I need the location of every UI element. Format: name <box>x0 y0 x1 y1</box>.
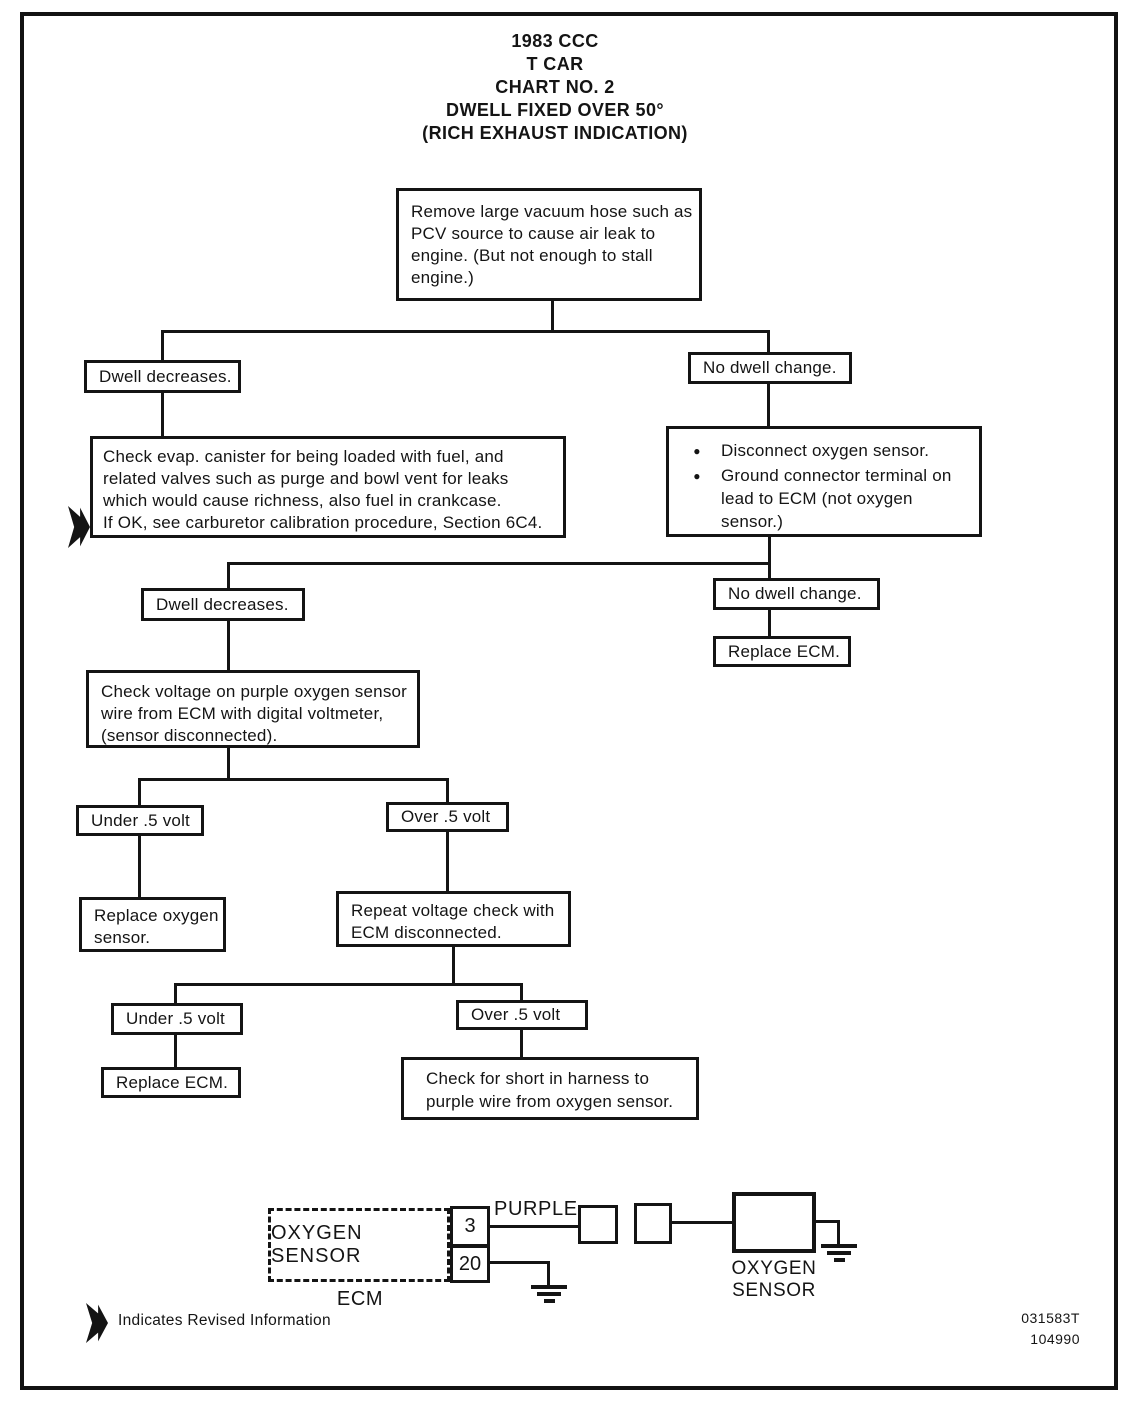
flow-text: Under .5 volt <box>126 1009 225 1028</box>
flow-text-line: Replace oxygen <box>94 906 219 925</box>
flow-box-over-half-volt-2 <box>456 1000 588 1030</box>
flow-text: Over .5 volt <box>471 1005 561 1024</box>
flow-box-check-voltage <box>86 670 420 748</box>
flow-text: Replace ECM. <box>728 641 840 661</box>
flow-text-line: Check for short in harness to <box>426 1069 650 1088</box>
bullet-list-item <box>673 439 975 464</box>
flow-box-no-dwell-change-1 <box>688 352 852 384</box>
flow-box-dwell-decreases-2 <box>141 588 305 621</box>
terminal-20-label: 20 <box>458 1252 482 1275</box>
flow-box-over-half-volt-1 <box>386 802 509 832</box>
connector-line <box>174 983 523 986</box>
ecm-label: ECM <box>336 1288 384 1310</box>
flow-box-replace-ecm-1 <box>713 636 851 667</box>
flow-text: Dwell decreases. <box>156 594 289 614</box>
title-line: 1983 CCC <box>511 31 599 51</box>
connector-line <box>446 778 449 804</box>
flow-box-check-evap-canister <box>90 436 566 538</box>
flow-text-line: engine.) <box>411 268 475 287</box>
connector-line <box>227 562 230 590</box>
ecm-dashed-box <box>268 1208 450 1282</box>
connector-box-a <box>578 1205 618 1244</box>
oxygen-sensor-label-line: SENSOR <box>732 1280 816 1301</box>
connector-line <box>768 609 771 638</box>
wire <box>672 1221 732 1224</box>
flow-box-repeat-voltage-check <box>336 891 571 947</box>
connector-line <box>227 620 230 672</box>
flow-box-check-short-harness <box>401 1057 699 1120</box>
purple-wire <box>490 1225 578 1228</box>
flow-text: No dwell change. <box>703 358 837 377</box>
flow-box-under-half-volt-1 <box>76 805 204 836</box>
flow-text-line: Check voltage on purple oxygen sensor <box>101 682 408 701</box>
flow-text: No dwell change. <box>728 584 862 603</box>
connector-box-b <box>634 1203 672 1244</box>
flow-text-line: Repeat voltage check with <box>351 901 555 920</box>
connector-line <box>138 778 141 807</box>
connector-line <box>551 300 554 333</box>
terminal-3-label: 3 <box>464 1215 476 1237</box>
bullet-list-item <box>673 464 975 533</box>
flow-text: Under .5 volt <box>91 810 190 830</box>
chart-title <box>330 30 780 145</box>
flow-text: Dwell decreases. <box>99 366 232 386</box>
flow-box-replace-ecm-2 <box>101 1067 241 1098</box>
title-line: (RICH EXHAUST INDICATION) <box>422 123 688 143</box>
title-line: DWELL FIXED OVER 50° <box>446 100 664 120</box>
flow-text-line: Check evap. canister for being loaded with fuel, and <box>103 447 504 466</box>
document-codes <box>985 1308 1080 1350</box>
ground-wire <box>547 1261 550 1285</box>
revision-note: Indicates Revised Information <box>118 1312 331 1329</box>
flow-text-line: wire from ECM with digital voltmeter, <box>101 704 384 723</box>
connector-line <box>174 983 177 1005</box>
oxygen-sensor-box <box>732 1192 816 1253</box>
flow-text-line: sensor. <box>94 928 151 947</box>
terminal-3 <box>450 1206 490 1247</box>
ecm-internal-label: OXYGEN SENSOR <box>271 1222 363 1267</box>
connector-line <box>446 831 449 893</box>
connector-line <box>452 946 455 985</box>
flow-text-line: PCV source to cause air leak to <box>411 224 656 243</box>
title-line: T CAR <box>526 54 584 74</box>
ground-wire <box>837 1220 840 1244</box>
title-line: CHART NO. 2 <box>495 77 615 97</box>
connector-line <box>138 835 141 899</box>
connector-line <box>174 1034 177 1069</box>
flow-box-dwell-decreases-1 <box>84 360 241 393</box>
flow-text-line: Remove large vacuum hose such as <box>411 202 693 221</box>
flow-text-line: ECM disconnected. <box>351 923 502 942</box>
connector-line <box>161 330 164 362</box>
flow-text-line: related valves such as purge and bowl vent for leaks <box>103 469 509 488</box>
flow-text: Replace ECM. <box>116 1072 228 1092</box>
oxygen-sensor-label <box>708 1258 840 1302</box>
flow-text: Over .5 volt <box>401 807 491 826</box>
connector-line <box>227 562 771 565</box>
flow-text: Ground connector terminal on lead to ECM (not oxygen sensor.) <box>721 466 952 531</box>
ground-wire <box>490 1261 550 1264</box>
flow-box-disconnect-oxygen-sensor <box>666 426 982 537</box>
connector-line <box>767 330 770 354</box>
connector-line <box>161 330 770 333</box>
flow-text-line: which would cause richness, also fuel in crankcase. <box>103 491 502 510</box>
flow-text-line: purple wire from oxygen sensor. <box>426 1092 674 1111</box>
connector-line <box>767 383 770 428</box>
ground-symbol <box>531 1285 567 1306</box>
flow-box-under-half-volt-2 <box>111 1003 243 1035</box>
oxygen-sensor-label-line: OXYGEN <box>731 1258 817 1279</box>
connector-line <box>520 1029 523 1059</box>
document-code-top: 031583T <box>1021 1310 1080 1326</box>
flow-box-remove-vacuum-hose <box>396 188 702 301</box>
connector-line <box>161 392 164 438</box>
purple-wire-label: PURPLE <box>494 1198 578 1220</box>
bullet-icon <box>673 464 721 533</box>
flow-text-line: If OK, see carburetor calibration procedure, Section 6C4. <box>103 513 543 532</box>
terminal-20 <box>450 1245 490 1283</box>
connector-line <box>227 747 230 780</box>
flow-box-replace-oxygen-sensor <box>79 897 226 952</box>
flow-box-no-dwell-change-2 <box>713 578 880 610</box>
bullet-icon <box>673 439 721 464</box>
connector-line <box>768 536 771 580</box>
flow-text: Disconnect oxygen sensor. <box>721 441 930 460</box>
document-code-bottom: 104990 <box>1030 1331 1080 1347</box>
connector-line <box>138 778 449 781</box>
flow-text-line: (sensor disconnected). <box>101 726 278 745</box>
flow-text-line: engine. (But not enough to stall <box>411 246 653 265</box>
